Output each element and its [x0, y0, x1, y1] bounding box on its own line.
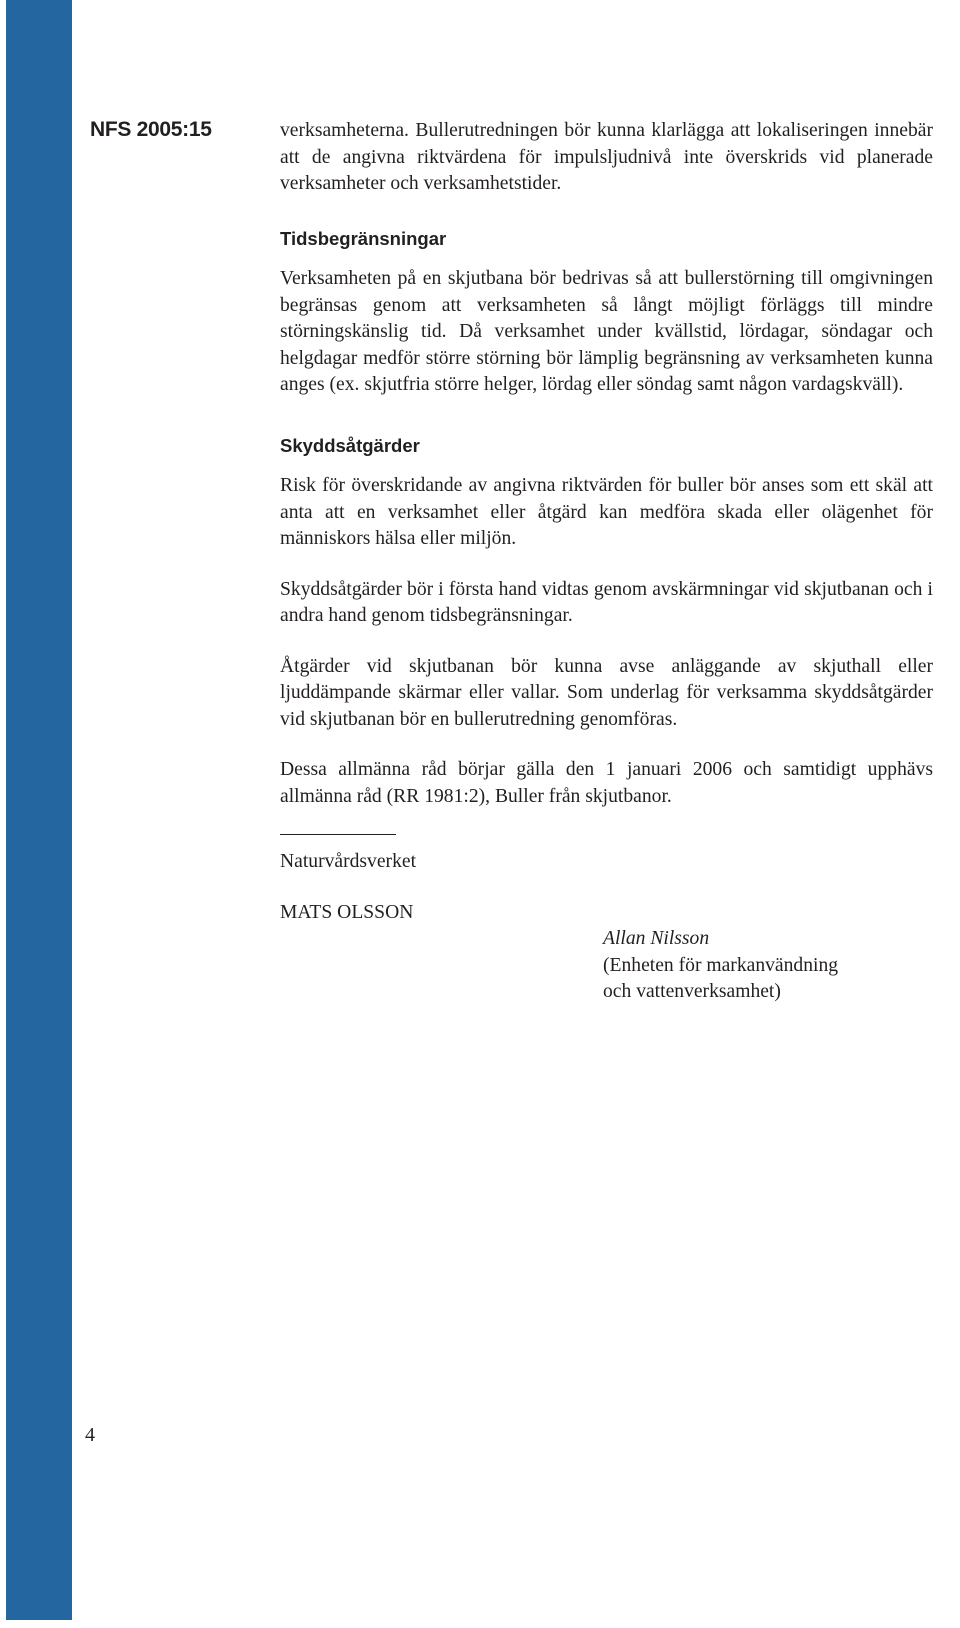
signer-name: MATS OLSSON: [280, 901, 414, 923]
heading-tidsbegransningar: Tidsbegränsningar: [280, 227, 447, 249]
paragraph-tidsbegransningar: Verksamheten på en skjutbana bör bedrivas så att bullerstörning till omgivningen begränsas genom att verksamheten så långt möjligt förläggs till mindre störningskänslig tid. Då verksamhet under kvällstid, lördagar, söndagar och helgdagar medför större störning bör lämplig begränsning av verksamheten kunna anges (ex. skjutfria större helger, lördag eller söndag samt någon vardagskväll).: [280, 268, 933, 395]
document-code: NFS 2005:15: [90, 118, 212, 141]
heading-skyddsatgarder: Skyddsåtgärder: [280, 434, 420, 456]
secondary-unit-line-1: (Enheten för markanvändning: [603, 954, 839, 976]
agency-name: Naturvårdsverket: [280, 851, 417, 872]
signature-divider: [280, 834, 396, 835]
intro-paragraph: verksamheterna. Bullerutredningen bör kunna klarlägga att lokaliseringen innebär att de angivna riktvärdena för impulsljudnivå inte överskrids vid planerade verksamheter och verksamhetstider.: [280, 120, 933, 194]
paragraph-skyddsatgarder-2: Skyddsåtgärder bör i första hand vidtas genom avskärmningar vid skjutbanan och i andra hand genom tidsbegränsningar.: [280, 578, 933, 626]
blue-margin-band: [6, 0, 72, 1620]
document-body: [280, 118, 933, 1006]
validity-paragraph: Dessa allmänna råd börjar gälla den 1 januari 2006 och samtidigt upphävs allmänna råd (RR 1981:2), Buller från skjutbanor.: [280, 759, 933, 807]
paragraph-skyddsatgarder-1: Risk för överskridande av angivna riktvärden för buller bör anses som ett skäl att anta att en verksamhet eller åtgärd kan medföra skada eller olägenhet för människors hälsa eller miljön.: [280, 475, 933, 549]
secondary-signer-name: Allan Nilsson: [603, 928, 710, 949]
paragraph-skyddsatgarder-3: Åtgärder vid skjutbanan bör kunna avse anläggande av skjuthall eller ljuddämpande skärmar eller vallar. Som underlag för verksamma skyddsåtgärder vid skjutbanan bör en bullerutredning genomföras.: [280, 655, 933, 730]
document-page: [72, 0, 960, 1628]
secondary-unit-line-2: och vattenverksamhet): [603, 981, 781, 1002]
page-number: 4: [85, 1424, 95, 1446]
secondary-signature: [603, 926, 933, 1006]
